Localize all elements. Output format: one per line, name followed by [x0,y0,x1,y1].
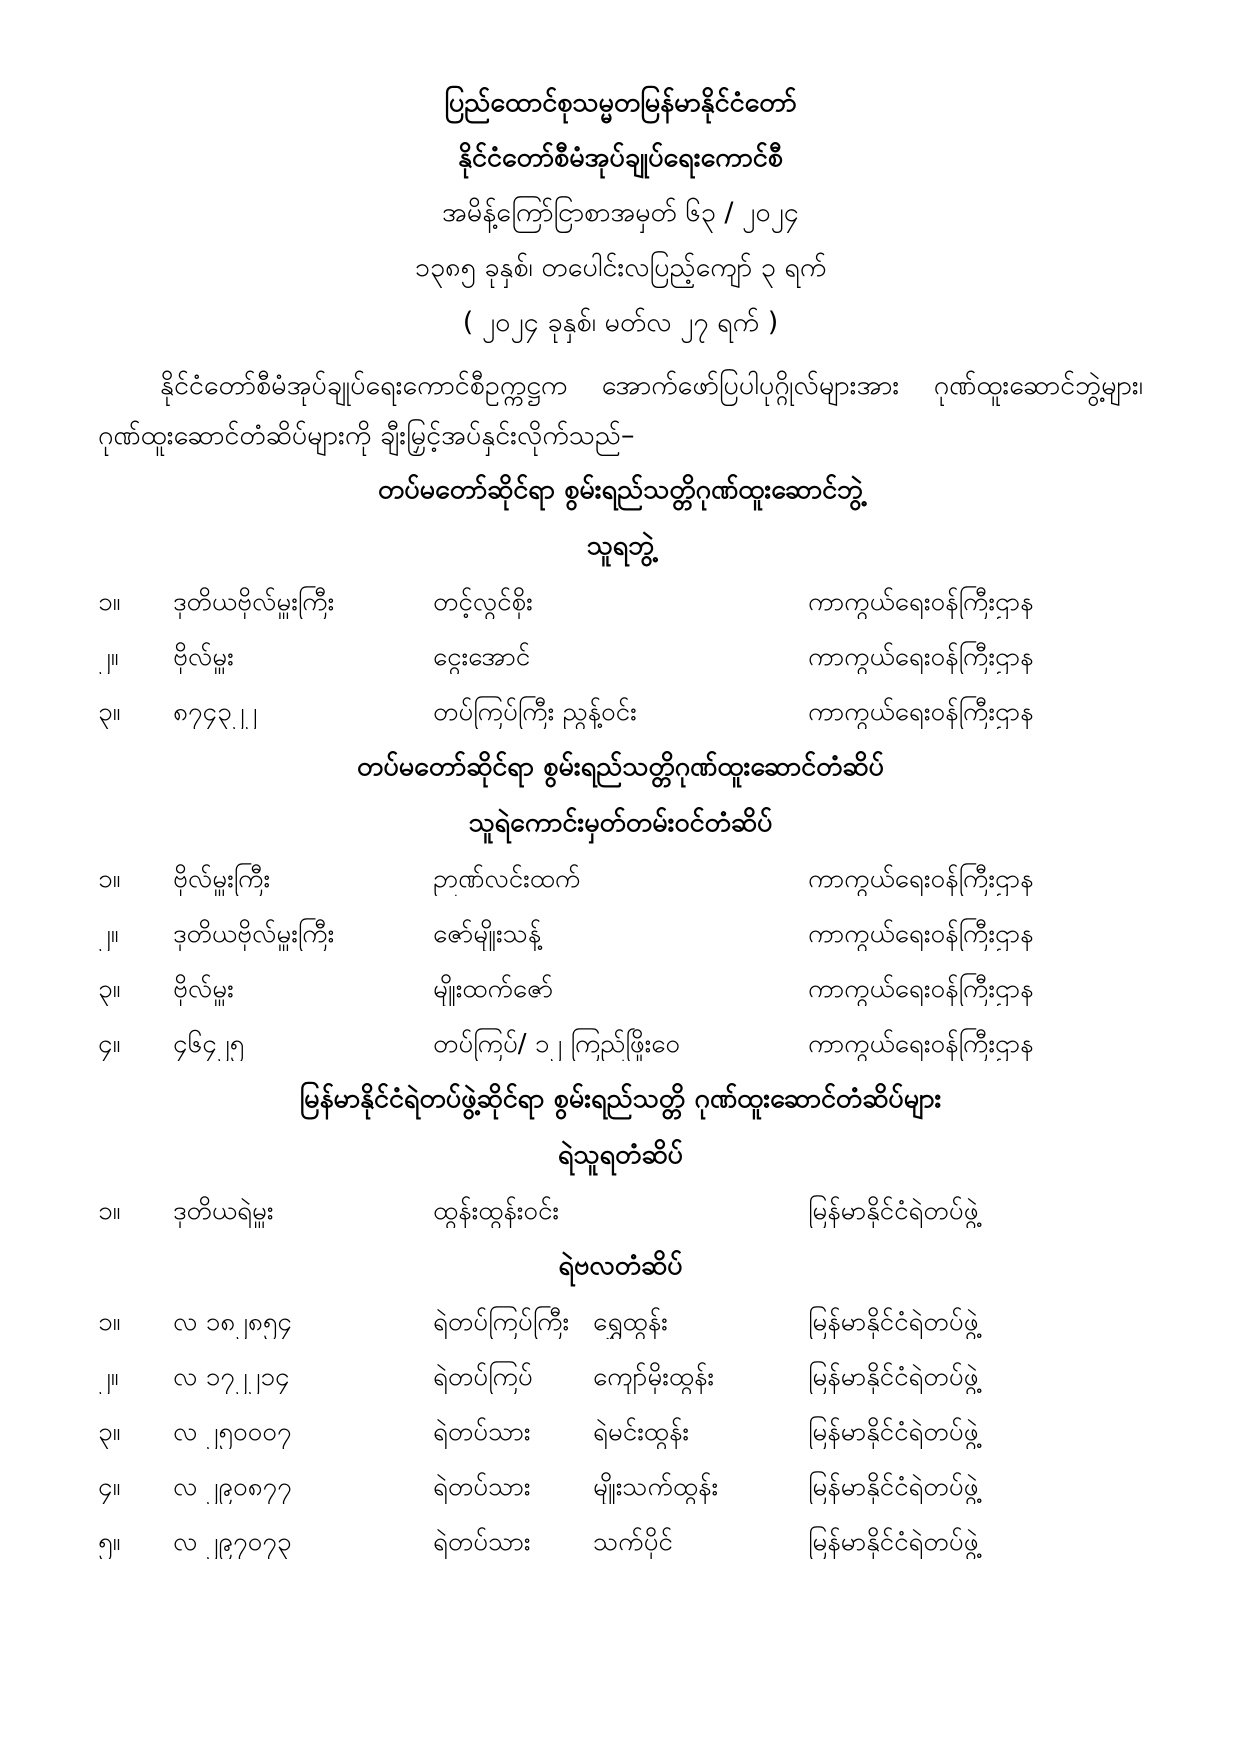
rank-cell: ရဲတပ်သား [433,1472,531,1502]
intro-paragraph: နိုင်ငံတော်စီမံအုပ်ချုပ်ရေးကောင်စီဥက္ကဋ္ဌက အောက်ဖော်ပြပါပုဂ္ဂိုလ်များအား ဂုဏ်ထူးဆောင်ဘွဲ့များ၊ ဂုဏ်ထူးဆောင်တံဆိပ်များကို ချီးမြှင့်အပ်နှင်းလိုက်သည်– [98,370,1143,451]
name-cell: ထွန်းထွန်းဝင်း [433,1196,560,1226]
notification-number: အမိန့်ကြော်ငြာစာအမှတ် ၆၃ / ၂၀၂၄ [442,197,799,228]
name-cell: ကျော်မိုးထွန်း [593,1362,715,1392]
table-row [98,917,1143,951]
organization-cell: မြန်မာနိုင်ငံရဲတပ်ဖွဲ့ [808,1472,979,1502]
name-cell: တပ်ကြပ်ကြီး ညွန့်ဝင်း [433,697,637,727]
country-title: ပြည်ထောင်စုသမ္မတမြန်မာနိုင်ငံတော် [444,87,797,118]
rank-cell: ဗိုလ်မှူး [173,642,234,672]
row-number: ၂။ [98,642,119,672]
table-row [98,695,1143,729]
row-number: ၅။ [98,1527,121,1557]
table-row [98,862,1143,896]
rank-cell: ရဲတပ်ကြပ်ကြီး [433,1307,570,1337]
organization-cell: ကာကွယ်ရေးဝန်ကြီးဌာန [808,642,1034,672]
service-number-cell: လ ၁၇၂၂၁၄ [173,1362,290,1392]
service-number-cell: လ ၁၈၂၈၅၄ [173,1307,292,1337]
section-heading-armed-forces-medal: တပ်မတော်ဆိုင်ရာ စွမ်းရည်သတ္တိဂုဏ်ထူးဆောင်တံဆိပ် [357,751,884,782]
name-cell: ဉာဏ်လင်းထက် [433,864,581,894]
service-number-cell: လ ၂၅၀၀၀၇ [173,1417,292,1447]
organization-cell: ကာကွယ်ရေးဝန်ကြီးဌာန [808,974,1034,1004]
row-number: ၃။ [98,697,121,727]
name-cell: သက်ပိုင် [593,1527,673,1557]
organization-cell: မြန်မာနိုင်ငံရဲတပ်ဖွဲ့ [808,1307,979,1337]
table-row [98,972,1143,1006]
award-subheading-thura: သူရဘွဲ့ [586,530,655,561]
row-number: ၁။ [98,864,121,894]
rank-cell: ဒုတိယရဲမှူး [173,1196,274,1226]
name-cell: တင့်လွင်စိုး [433,587,533,617]
myanmar-calendar-date: ၁၃၈၅ ခုနှစ်၊ တပေါင်းလပြည့်ကျော် ၃ ရက် [414,252,827,283]
service-number-cell: လ ၂၉၀၈၇၇ [173,1472,292,1502]
award-subheading-ye-thura-medal: ရဲသူရတံဆိပ် [558,1139,683,1170]
row-number: ၁။ [98,1307,121,1337]
row-number: ၂။ [98,919,119,949]
table-row [98,1525,1143,1559]
rank-cell: ဗိုလ်မှူး [173,974,234,1004]
organization-cell: ကာကွယ်ရေးဝန်ကြီးဌာန [808,1029,1034,1059]
table-row [98,1360,1143,1394]
organization-cell: မြန်မာနိုင်ငံရဲတပ်ဖွဲ့ [808,1527,979,1557]
section-heading-police-medals: မြန်မာနိုင်ငံရဲတပ်ဖွဲ့ဆိုင်ရာ စွမ်းရည်သတ္တိ ဂုဏ်ထူးဆောင်တံဆိပ်များ [299,1083,942,1114]
organization-cell: ကာကွယ်ရေးဝန်ကြီးဌာန [808,587,1034,617]
table-row [98,1415,1143,1449]
rank-cell: ဒုတိယဗိုလ်မှူးကြီး [173,919,335,949]
gregorian-date: ( ၂၀၂၄ ခုနှစ်၊ မတ်လ ၂၇ ရက် ) [462,307,779,338]
organization-cell: ကာကွယ်ရေးဝန်ကြီးဌာန [808,864,1034,894]
row-number: ၁။ [98,587,121,617]
table-row [98,1194,1143,1228]
name-cell: တပ်ကြပ်/ ၁၂ ကြည်ဖြိုးဝေ [433,1029,680,1059]
row-number: ၄။ [98,1472,121,1502]
table-row [98,1470,1143,1504]
row-number: ၄။ [98,1029,121,1059]
section-heading-armed-forces-title: တပ်မတော်ဆိုင်ရာ စွမ်းရည်သတ္တိဂုဏ်ထူးဆောင်ဘွဲ့ [377,474,864,505]
organization-cell: ကာကွယ်ရေးဝန်ကြီးဌာန [808,697,1034,727]
service-number-cell: ၈၇၄၃၂၂ [173,697,258,727]
table-row [98,640,1143,674]
award-subheading-hero-record-medal: သူရဲကောင်းမှတ်တမ်းဝင်တံဆိပ် [468,807,773,838]
award-table-ye-bala [98,1305,1143,1559]
service-number-cell: ၄၆၄၂၅ [173,1029,245,1059]
name-cell: ဇော်မျိုးသန့် [433,919,542,949]
rank-cell: ဗိုလ်မှူးကြီး [173,864,271,894]
rank-cell: ရဲတပ်ကြပ် [433,1362,533,1392]
table-row [98,1305,1143,1339]
name-cell: ငွေးအောင် [433,642,531,672]
organization-cell: ကာကွယ်ရေးဝန်ကြီးဌာန [808,919,1034,949]
service-number-cell: လ ၂၉၇၀၇၃ [173,1527,292,1557]
row-number: ၃။ [98,1417,121,1447]
rank-cell: ရဲတပ်သား [433,1527,531,1557]
award-table-hero-record [98,862,1143,1061]
organization-cell: မြန်မာနိုင်ငံရဲတပ်ဖွဲ့ [808,1196,979,1226]
rank-cell: ဒုတိယဗိုလ်မှူးကြီး [173,587,335,617]
document-header [98,86,1143,340]
organization-cell: မြန်မာနိုင်ငံရဲတပ်ဖွဲ့ [808,1417,979,1447]
organization-cell: မြန်မာနိုင်ငံရဲတပ်ဖွဲ့ [808,1362,979,1392]
council-title: နိုင်ငံတော်စီမံအုပ်ချုပ်ရေးကောင်စီ [458,142,783,173]
table-row [98,1027,1143,1061]
award-subheading-ye-bala-medal: ရဲဗလတံဆိပ် [558,1250,683,1281]
name-cell: မျိုးသက်ထွန်း [593,1472,719,1502]
name-cell: မျိုးထက်ဇော် [433,974,554,1004]
award-table-ye-thura [98,1194,1143,1228]
table-row [98,585,1143,619]
row-number: ၂။ [98,1362,119,1392]
row-number: ၁။ [98,1196,121,1226]
name-cell: ရွှေထွန်း [593,1307,668,1337]
row-number: ၃။ [98,974,121,1004]
name-cell: ရဲမင်းထွန်း [593,1417,690,1447]
award-table-thura [98,585,1143,729]
rank-cell: ရဲတပ်သား [433,1417,531,1447]
